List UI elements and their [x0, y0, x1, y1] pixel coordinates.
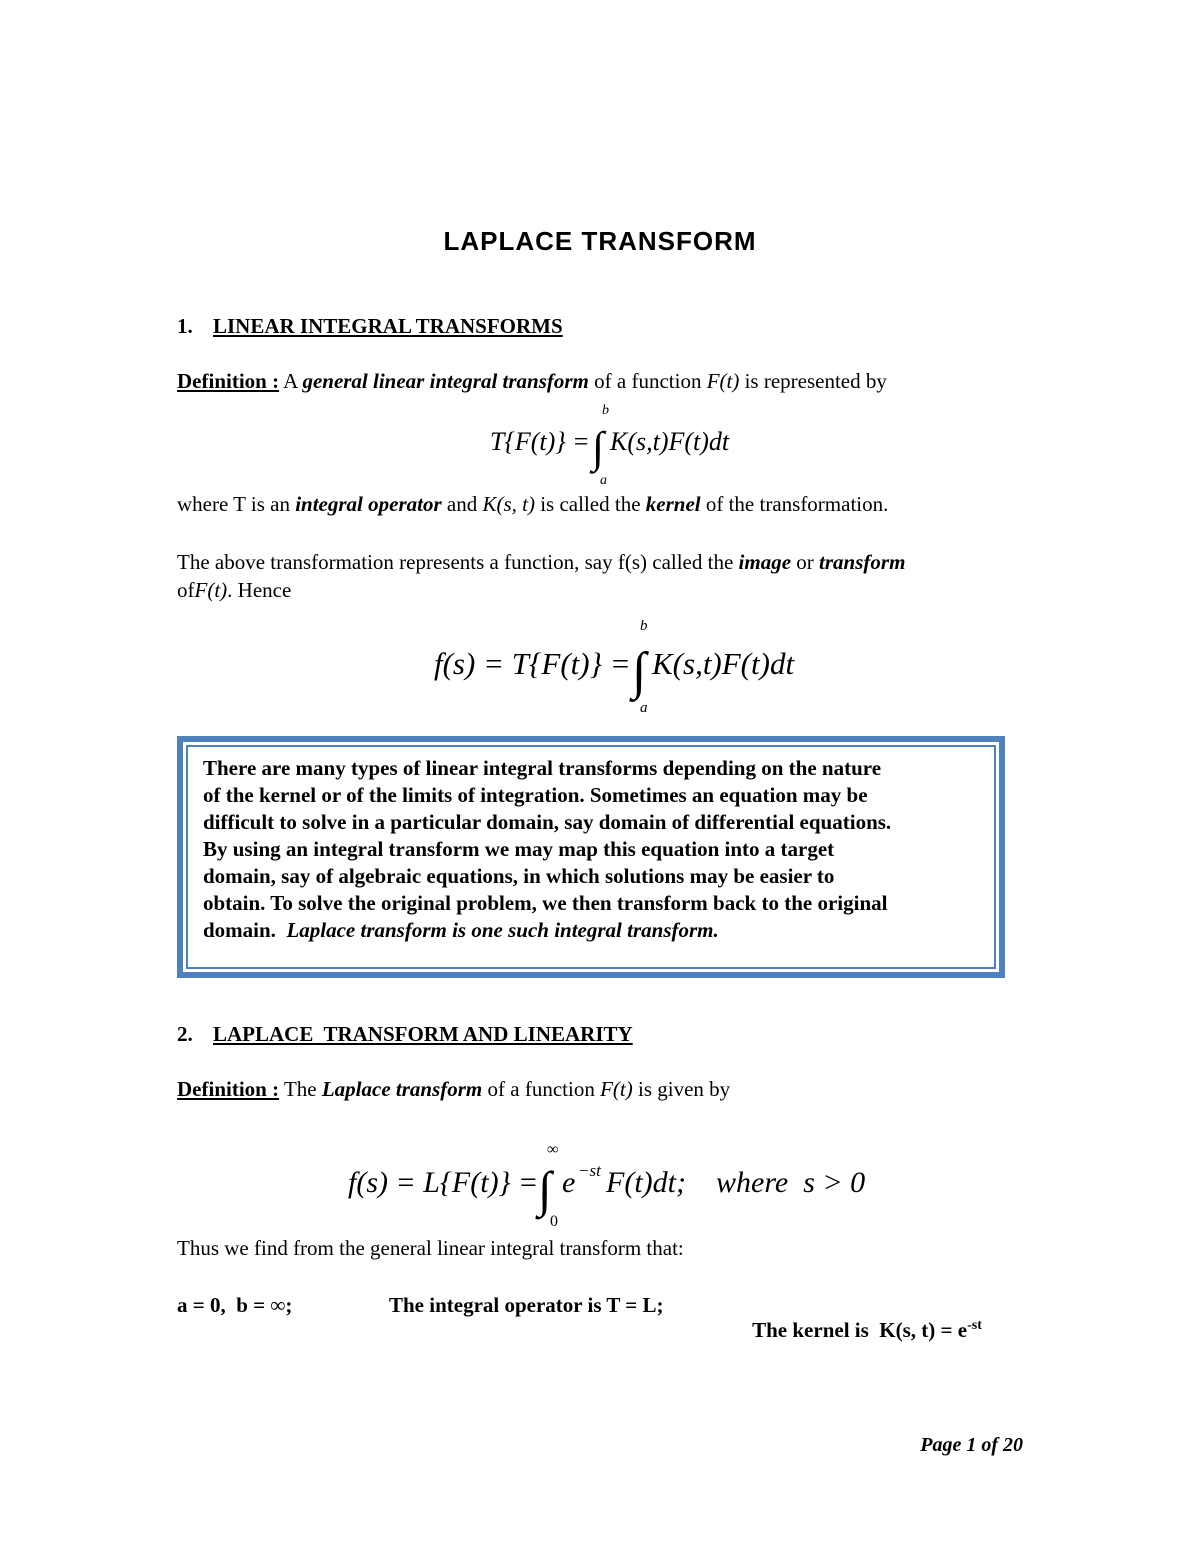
- eq3-lower-limit: 0: [550, 1213, 558, 1230]
- note-line: domain, say of algebraic equations, in which solutions may be easier to: [203, 864, 835, 888]
- section1-heading-text: LINEAR INTEGRAL TRANSFORMS: [213, 314, 563, 338]
- where-text-b: and: [446, 492, 478, 516]
- where-text-d: of the transformation.: [705, 492, 889, 516]
- definition1-text-c: is represented by: [744, 369, 887, 393]
- definition1-line: [177, 369, 887, 394]
- kernel-exponent: -st: [967, 1318, 982, 1333]
- para2-text-c: of: [177, 578, 195, 602]
- note-last-line: [203, 917, 993, 944]
- definition2-text-b: of a function: [487, 1077, 595, 1101]
- eq3-upper-limit: ∞: [547, 1141, 559, 1158]
- equation-image: [420, 612, 820, 718]
- definition1-term: general linear integral transform: [302, 369, 589, 393]
- where-text-c: is called the: [540, 492, 641, 516]
- definition2-term: Laplace transform: [321, 1077, 483, 1101]
- definition2-text-a: The: [283, 1077, 317, 1101]
- section2-number: 2.: [177, 1022, 193, 1046]
- note-line: By using an integral transform we may map this equation into a target: [203, 837, 835, 861]
- eq1-upper-limit: b: [602, 403, 609, 418]
- page-title: LAPLACE TRANSFORM: [443, 226, 757, 256]
- note-last-line-b: Laplace transform is one such integral transform.: [286, 918, 719, 942]
- definition1-text-a: A: [283, 369, 298, 393]
- eq2-lower-limit: a: [640, 700, 648, 716]
- eq1-integral-sign: ∫: [592, 423, 605, 472]
- where-term-kernel: kernel: [645, 492, 701, 516]
- para2-line2: [177, 578, 291, 603]
- kernel-line: [742, 1293, 982, 1343]
- definition2-func: F(t): [600, 1077, 633, 1101]
- note-line: of the kernel or of the limits of integration. Sometimes an equation may be: [203, 783, 868, 807]
- eq3-condition: where s > 0: [716, 1166, 866, 1199]
- note-last-line-a: domain.: [203, 918, 276, 942]
- eq2-upper-limit: b: [640, 618, 648, 634]
- section2-heading: [177, 1022, 633, 1047]
- definition1-func: F(t): [706, 369, 740, 393]
- where-text-a: where T is an: [177, 492, 290, 516]
- where-term-integral-operator: integral operator: [295, 492, 442, 516]
- para2-line1: [177, 550, 905, 575]
- definition2-line: [177, 1077, 730, 1102]
- definition1-label: Definition :: [177, 369, 280, 393]
- eq1-lower-limit: a: [600, 473, 607, 488]
- eq3-exponent: −st: [578, 1161, 601, 1180]
- eq2-lhs: f(s) = T{F(t)} =: [434, 646, 631, 681]
- definition2-text-c: is given by: [637, 1077, 731, 1101]
- where-line: [177, 492, 888, 517]
- equation-integral-transform: [470, 398, 770, 490]
- eq2-rhs: K(s,t)F(t)dt: [652, 646, 795, 681]
- para2-text-b: or: [796, 550, 814, 574]
- eq3-exp-base: e: [562, 1166, 576, 1199]
- eq1-rhs: K(s,t)F(t)dt: [610, 427, 730, 456]
- where-kernel: K(s, t): [482, 492, 535, 516]
- definition1-text-b: of a function: [594, 369, 702, 393]
- note-line: difficult to solve in a particular domain, say domain of differential equations.: [203, 810, 892, 834]
- eq3-integral-sign: ∫: [538, 1161, 552, 1217]
- para2-term-transform: transform: [819, 550, 906, 574]
- para2-func: F(t): [194, 578, 228, 602]
- eq3-lhs: f(s) = L{F(t)} =: [348, 1166, 539, 1199]
- eq3-rhs: F(t)dt;: [606, 1166, 686, 1199]
- note-line: obtain. To solve the original problem, we then transform back to the original: [203, 891, 888, 915]
- limits-text: a = 0, b = ∞;: [177, 1293, 293, 1317]
- section1-heading: [177, 314, 563, 339]
- section1-number: 1.: [177, 314, 193, 338]
- kernel-text: The kernel is K(s, t) = e: [752, 1318, 968, 1342]
- para2-term-image: image: [738, 550, 792, 574]
- note-box-text: [203, 755, 993, 944]
- para2-text-d: . Hence: [227, 578, 292, 602]
- operator-text: The integral operator is T = L;: [389, 1293, 664, 1317]
- para2-text-a: The above transformation represents a function, say f(s) called the: [177, 550, 734, 574]
- eq1-lhs: T{F(t)} =: [490, 427, 590, 456]
- note-line: There are many types of linear integral transforms depending on the nature: [203, 756, 882, 780]
- equation-laplace: [340, 1134, 880, 1234]
- thus-line: Thus we find from the general linear integral transform that:: [177, 1236, 684, 1260]
- page-number: Page 1 of 20: [920, 1434, 1023, 1456]
- definition2-label: Definition :: [177, 1077, 280, 1101]
- eq2-integral-sign: ∫: [632, 643, 647, 700]
- section2-heading-text: LAPLACE TRANSFORM AND LINEARITY: [213, 1022, 633, 1046]
